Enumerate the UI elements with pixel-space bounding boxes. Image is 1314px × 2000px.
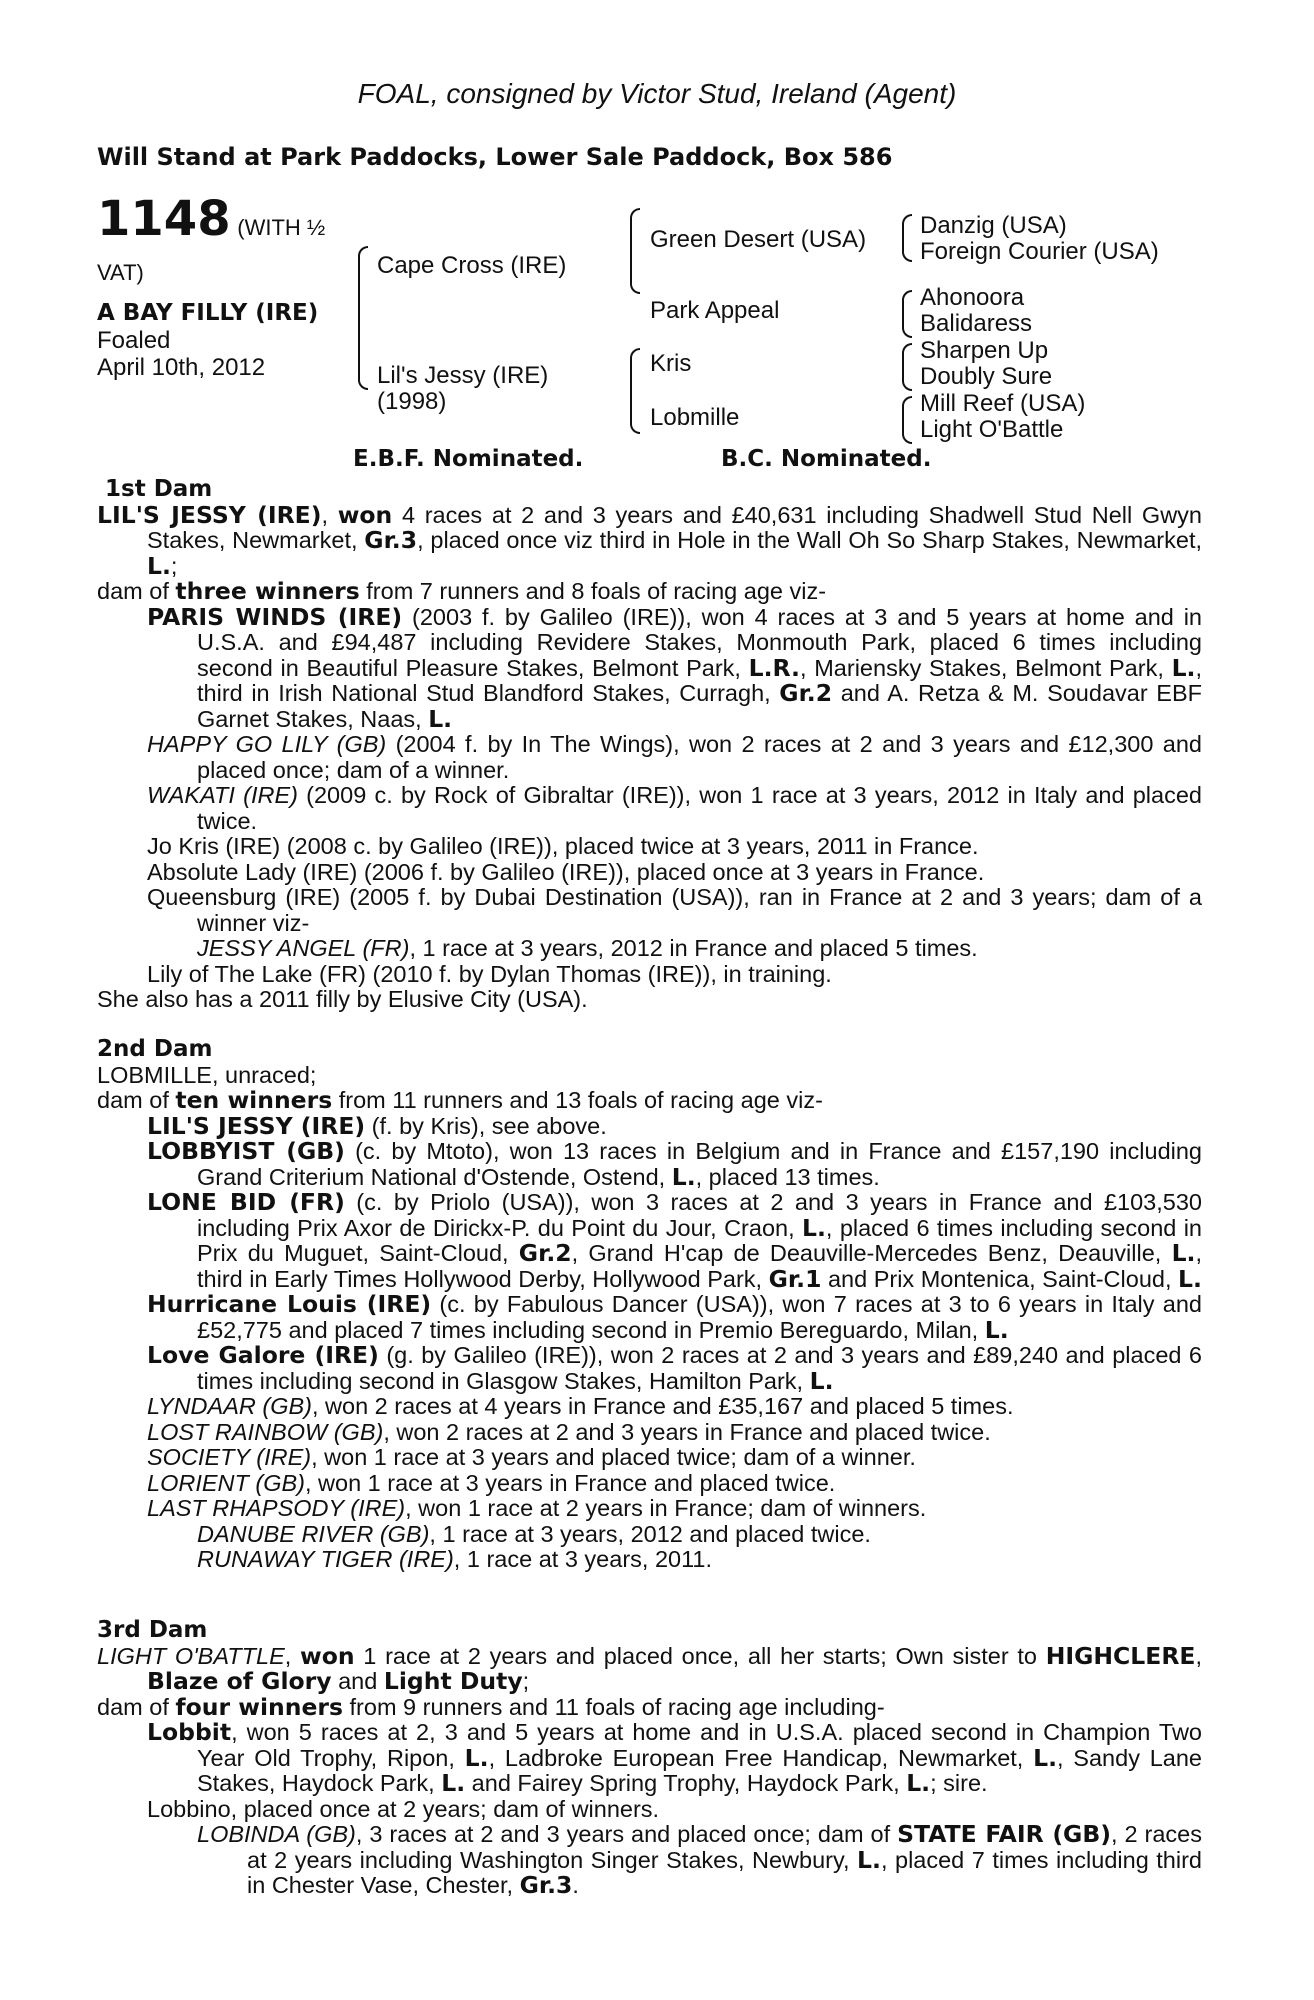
third-dam-record: LIGHT O'BATTLE, won 1 race at 2 years and placed once, all her starts; Own sister to HIGHCLERE, Blaze of Glory and Light Duty; — [97, 1641, 1203, 1695]
produce-last-rhapsody: LAST RHAPSODY (IRE), won 1 race at 2 years in France; dam of winners. — [147, 1495, 927, 1521]
pedigree-sire: Cape Cross (IRE) — [377, 252, 567, 279]
produce-lobinda: LOBINDA (GB), 3 races at 2 and 3 years and placed once; dam of STATE FAIR (GB), 2 races at 2 years including Washington Singer Stakes, Newbury, L., placed 7 times including third in Chester Vase, Chester, Gr.3. — [197, 1820, 1202, 1899]
produce-lyndaar: LYNDAAR (GB), won 2 races at 4 years in France and £35,167 and placed 5 times. — [147, 1393, 1014, 1419]
produce-lost-rainbow: LOST RAINBOW (GB), won 2 races at 2 and 3 years in France and placed twice. — [147, 1418, 991, 1445]
produce-society: SOCIETY (IRE), won 1 race at 3 years and placed twice; dam of a winner. — [147, 1444, 916, 1470]
produce-lobbino: Lobbino, placed once at 2 years; dam of winners. — [147, 1795, 660, 1822]
foaled-label: Foaled — [97, 327, 171, 354]
pedigree-sss: Danzig (USA) — [920, 212, 1067, 239]
foaled-date: April 10th, 2012 — [97, 354, 266, 381]
produce-lobbit: Lobbit, won 5 races at 2, 3 and 5 years at home and in U.S.A. placed second in Champion Two Year Old Trophy, Ripon, L., Ladbroke European Free Handicap, Newmarket, L., Sandy Lane Stakes, Haydock Park, L. and Fairey Spring Trophy, Haydock Park, L.; sire. — [147, 1718, 1202, 1797]
pedigree-ssd: Foreign Courier (USA) — [920, 238, 1159, 265]
first-dam-produce-summary: dam of three winners from 7 runners and 8 foals of racing age viz- — [97, 577, 827, 605]
produce-wakati: WAKATI (IRE) (2009 c. by Rock of Gibraltar (IRE)), won 1 race at 3 years, 2012 in Italy and placed twice. — [147, 782, 1202, 834]
lot-number: 1148 — [97, 191, 231, 247]
produce-lily-of-the-lake: Lily of The Lake (FR) (2010 f. by Dylan Thomas (IRE)), in training. — [147, 960, 832, 987]
produce-absolute-lady: Absolute Lady (IRE) (2006 f. by Galileo (IRE)), placed once at 3 years in France. — [147, 858, 985, 885]
pedigree-dsd: Doubly Sure — [920, 363, 1053, 390]
brace-3-4 — [902, 396, 912, 444]
brace-generation-1 — [358, 246, 368, 390]
pedigree-ddd: Light O'Battle — [920, 416, 1064, 443]
pedigree-dds: Mill Reef (USA) — [920, 390, 1086, 417]
vat-note: (WITH ½ — [237, 215, 326, 240]
pedigree-sdd: Balidaress — [920, 310, 1033, 337]
pedigree-dss: Sharpen Up — [920, 337, 1049, 364]
pedigree-dam-sire: Kris — [650, 350, 692, 377]
pedigree-dam: Lil's Jessy (IRE) — [377, 362, 549, 389]
lot-name: A BAY FILLY (IRE) — [97, 300, 319, 326]
produce-queensburg: Queensburg (IRE) (2005 f. by Dubai Destination (USA)), ran in France at 2 and 3 years; dam of a winner viz- — [147, 884, 1202, 936]
produce-runaway-tiger: RUNAWAY TIGER (IRE), 1 race at 3 years, 2011. — [197, 1546, 713, 1572]
produce-hurricane-louis: Hurricane Louis (IRE) (c. by Fabulous Dancer (USA)), won 7 races at 3 to 6 years in Italy and £52,775 and placed 7 times including second in Premio Bereguardo, Milan, L. — [147, 1290, 1202, 1344]
lot-header — [97, 191, 326, 247]
second-dam-section — [97, 1037, 1202, 1573]
brace-dam-line — [630, 348, 640, 434]
produce-lorient: LORIENT (GB), won 1 race at 3 years in France and placed twice. — [147, 1469, 836, 1496]
produce-lone-bid: LONE BID (FR) (c. by Priolo (USA)), won 3 races at 2 and 3 years in France and £103,530 including Prix Axor de Dirickx-P. du Point du Jour, Craon, L., placed 6 times including second in Prix du Muguet, Saint-Cloud, Gr.2, Grand H'cap de Deauville-Mercedes Benz, Deauville, L., third in Early Times Hollywood Derby, Hollywood Park, Gr.1 and Prix Montenica, Saint-Cloud, L. — [147, 1188, 1203, 1293]
second-dam-heading: 2nd Dam — [97, 1036, 213, 1062]
second-dam-produce-summary: dam of ten winners from 11 runners and 13 foals of racing age viz- — [97, 1086, 823, 1114]
pedigree-dam-dam: Lobmille — [650, 404, 740, 431]
won-label: won — [337, 500, 393, 529]
bc-nominated: B.C. Nominated. — [721, 446, 932, 472]
produce-happy-go-lily: HAPPY GO LILY (GB) (2004 f. by In The Wings), won 2 races at 2 and 3 years and £12,300 and placed once; dam of a winner. — [147, 731, 1202, 783]
first-dam-heading: 1st Dam — [105, 476, 213, 502]
pedigree-sds: Ahonoora — [920, 284, 1025, 311]
brace-sire-line — [630, 208, 640, 294]
also-note: She also has a 2011 filly by Elusive City (USA). — [97, 986, 588, 1012]
ebf-nominated: E.B.F. Nominated. — [353, 446, 584, 472]
consignment-line: FOAL, consigned by Victor Stud, Ireland (Agent) — [357, 78, 957, 109]
second-dam-record: LOBMILLE, unraced; — [97, 1061, 317, 1088]
third-dam-heading: 3rd Dam — [97, 1617, 208, 1643]
first-dam-section — [97, 477, 1202, 1013]
third-dam-section — [97, 1618, 1202, 1899]
produce-lobbyist: LOBBYIST (GB) (c. by Mtoto), won 13 races in Belgium and in France and £157,190 including Grand Criterium National d'Ostende, Ostend, L., placed 13 times. — [147, 1137, 1202, 1191]
produce-lils-jessy: LIL'S JESSY (IRE) (f. by Kris), see above. — [147, 1111, 607, 1140]
pedigree-dam-year: (1998) — [377, 388, 447, 415]
pedigree-sire-sire: Green Desert (USA) — [650, 226, 867, 253]
brace-3-3 — [902, 343, 912, 391]
produce-jessy-angel: JESSY ANGEL (FR), 1 race at 3 years, 2012 in France and placed 5 times. — [197, 935, 978, 961]
produce-love-galore: Love Galore (IRE) (g. by Galileo (IRE)), won 2 races at 2 and 3 years and £89,240 and placed 6 times including second in Glasgow Stakes, Hamilton Park, L. — [147, 1341, 1202, 1395]
produce-danube-river: DANUBE RIVER (GB), 1 race at 3 years, 2012 and placed twice. — [197, 1520, 871, 1547]
brace-3-1 — [902, 214, 912, 262]
first-dam-record: LIL'S JESSY (IRE), won 4 races at 2 and 3 years and £40,631 including Shadwell Stud Nell Gwyn Stakes, Newmarket, Gr.3, placed once viz third in Hole in the Wall Oh So Sharp Stakes, Newmarket, L.; — [97, 500, 1202, 580]
vat-note-cont: VAT) — [97, 260, 144, 285]
pedigree-sire-dam: Park Appeal — [650, 297, 780, 324]
produce-jo-kris: Jo Kris (IRE) (2008 c. by Galileo (IRE)), placed twice at 3 years, 2011 in France. — [147, 833, 979, 859]
lot-description — [97, 300, 318, 381]
brace-3-2 — [902, 290, 912, 338]
produce-paris-winds: PARIS WINDS (IRE) (2003 f. by Galileo (IRE)), won 4 races at 3 and 5 years at home and in U.S.A. and £94,487 including Revidere Stakes, Monmouth Park, placed 6 times including second in Beautiful Pleasure Stakes, Belmont Park, L.R., Mariensky Stakes, Belmont Park, L., third in Irish National Stud Blandford Stakes, Curragh, Gr.2 and A. Retza & M. Soudavar EBF Garnet Stakes, Naas, L. — [147, 602, 1202, 733]
stand-location: Will Stand at Park Paddocks, Lower Sale Paddock, Box 586 — [97, 143, 893, 171]
dam-name: LIL'S JESSY (IRE) — [97, 500, 322, 529]
third-dam-produce-summary: dam of four winners from 9 runners and 11 foals of racing age including- — [97, 1692, 885, 1721]
